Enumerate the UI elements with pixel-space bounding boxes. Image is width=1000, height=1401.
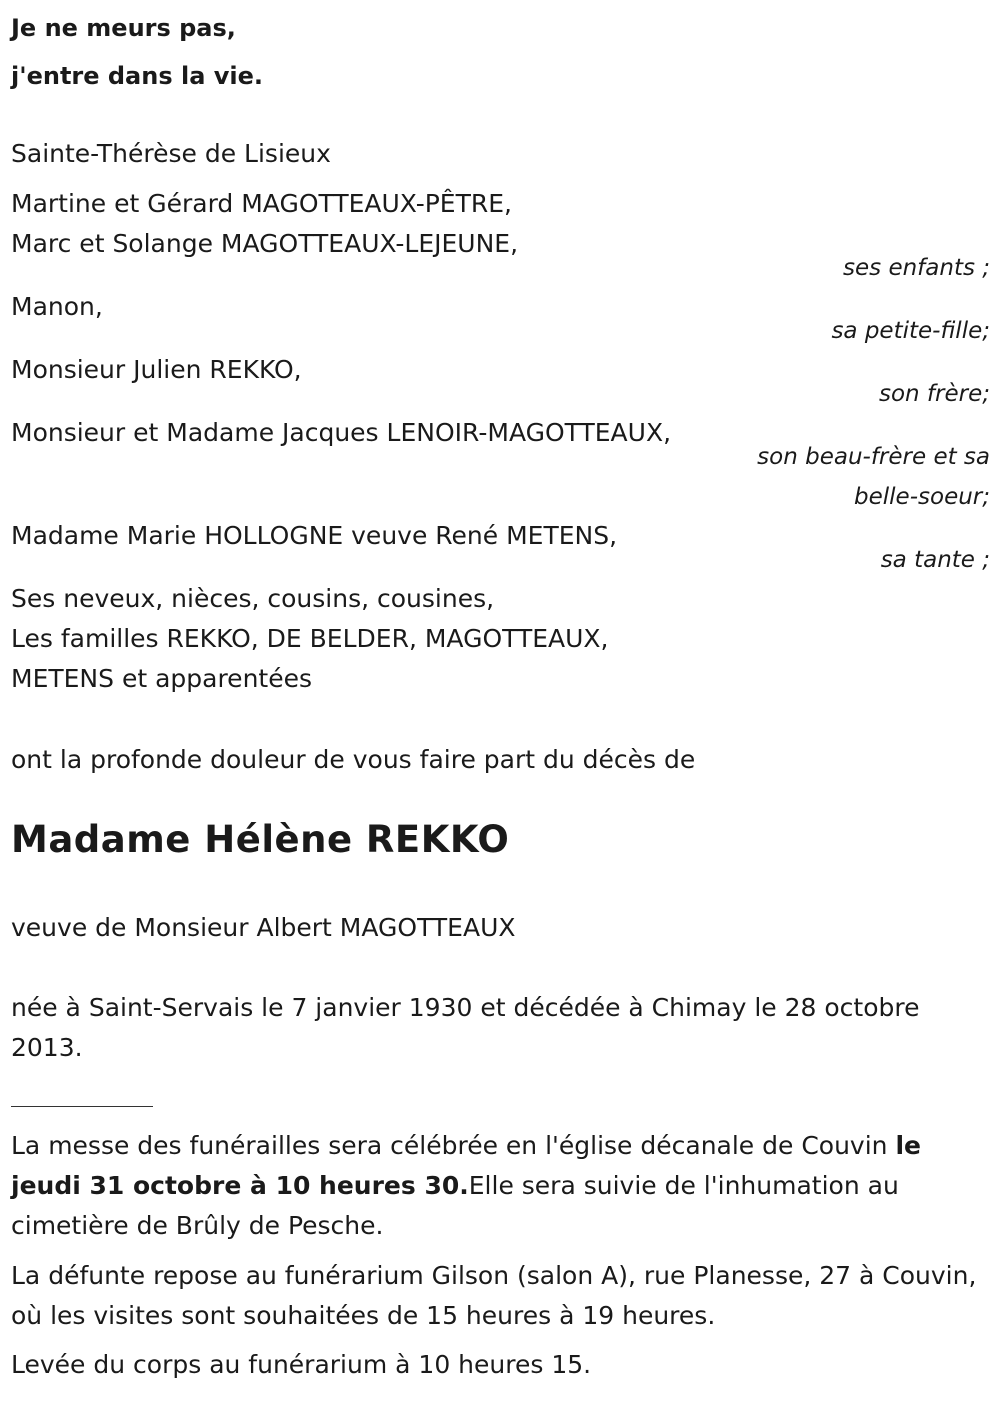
announcement-text: ont la profonde douleur de vous faire part du décès de <box>11 745 696 774</box>
aunt-name: Madame Marie HOLLOGNE veuve René METENS, <box>11 521 618 550</box>
funeral-mass-intro: La messe des funérailles sera célébrée en l'église décanale de Couvin <box>11 1131 896 1160</box>
aunt-role: sa tante ; <box>880 547 990 573</box>
funeral-rest-paragraph: La défunte repose au funérarium Gilson (salon A), rue Planesse, 27 à Couvin, où les visites sont souhaitées de 15 heures à 19 heures. <box>11 1261 977 1330</box>
children-role: ses enfants ; <box>843 255 990 281</box>
others-line-3: METENS et apparentées <box>11 664 313 693</box>
quote-line-1: Je ne meurs pas, <box>11 14 236 42</box>
birth-death-text: née à Saint-Servais le 7 janvier 1930 et décédée à Chimay le 28 octobre 2013. <box>11 993 920 1062</box>
granddaughter-role: sa petite-fille; <box>831 318 990 344</box>
quote-author: Sainte-Thérèse de Lisieux <box>11 139 331 168</box>
children-line-1: Martine et Gérard MAGOTTEAUX-PÊTRE, <box>11 189 512 218</box>
inlaws-name: Monsieur et Madame Jacques LENOIR-MAGOTTEAUX, <box>11 418 672 447</box>
widow-of: veuve de Monsieur Albert MAGOTTEAUX <box>11 913 516 942</box>
others-line-2: Les familles REKKO, DE BELDER, MAGOTTEAUX, <box>11 624 609 653</box>
brother-name: Monsieur Julien REKKO, <box>11 355 302 384</box>
section-divider <box>11 1106 153 1107</box>
funeral-mass-burial: Elle sera suivie de l'inhumation au cimetière de Brûly de Pesche. <box>11 1171 899 1240</box>
inlaws-role-line-1: son beau-frère et sa <box>757 444 990 470</box>
children-line-2: Marc et Solange MAGOTTEAUX-LEJEUNE, <box>11 229 519 258</box>
inlaws-role-line-2: belle-soeur; <box>854 484 990 510</box>
others-line-1: Ses neveux, nièces, cousins, cousines, <box>11 584 495 613</box>
funeral-mass-paragraph <box>11 1126 981 1246</box>
granddaughter-name: Manon, <box>11 292 103 321</box>
deceased-name: Madame Hélène REKKO <box>11 818 510 861</box>
removal-paragraph: Levée du corps au funérarium à 10 heures 15. <box>11 1350 592 1379</box>
brother-role: son frère; <box>878 381 990 407</box>
funeral-mass-date: le jeudi 31 octobre à 10 heures 30. <box>11 1131 921 1200</box>
quote-line-2: j'entre dans la vie. <box>11 62 264 90</box>
